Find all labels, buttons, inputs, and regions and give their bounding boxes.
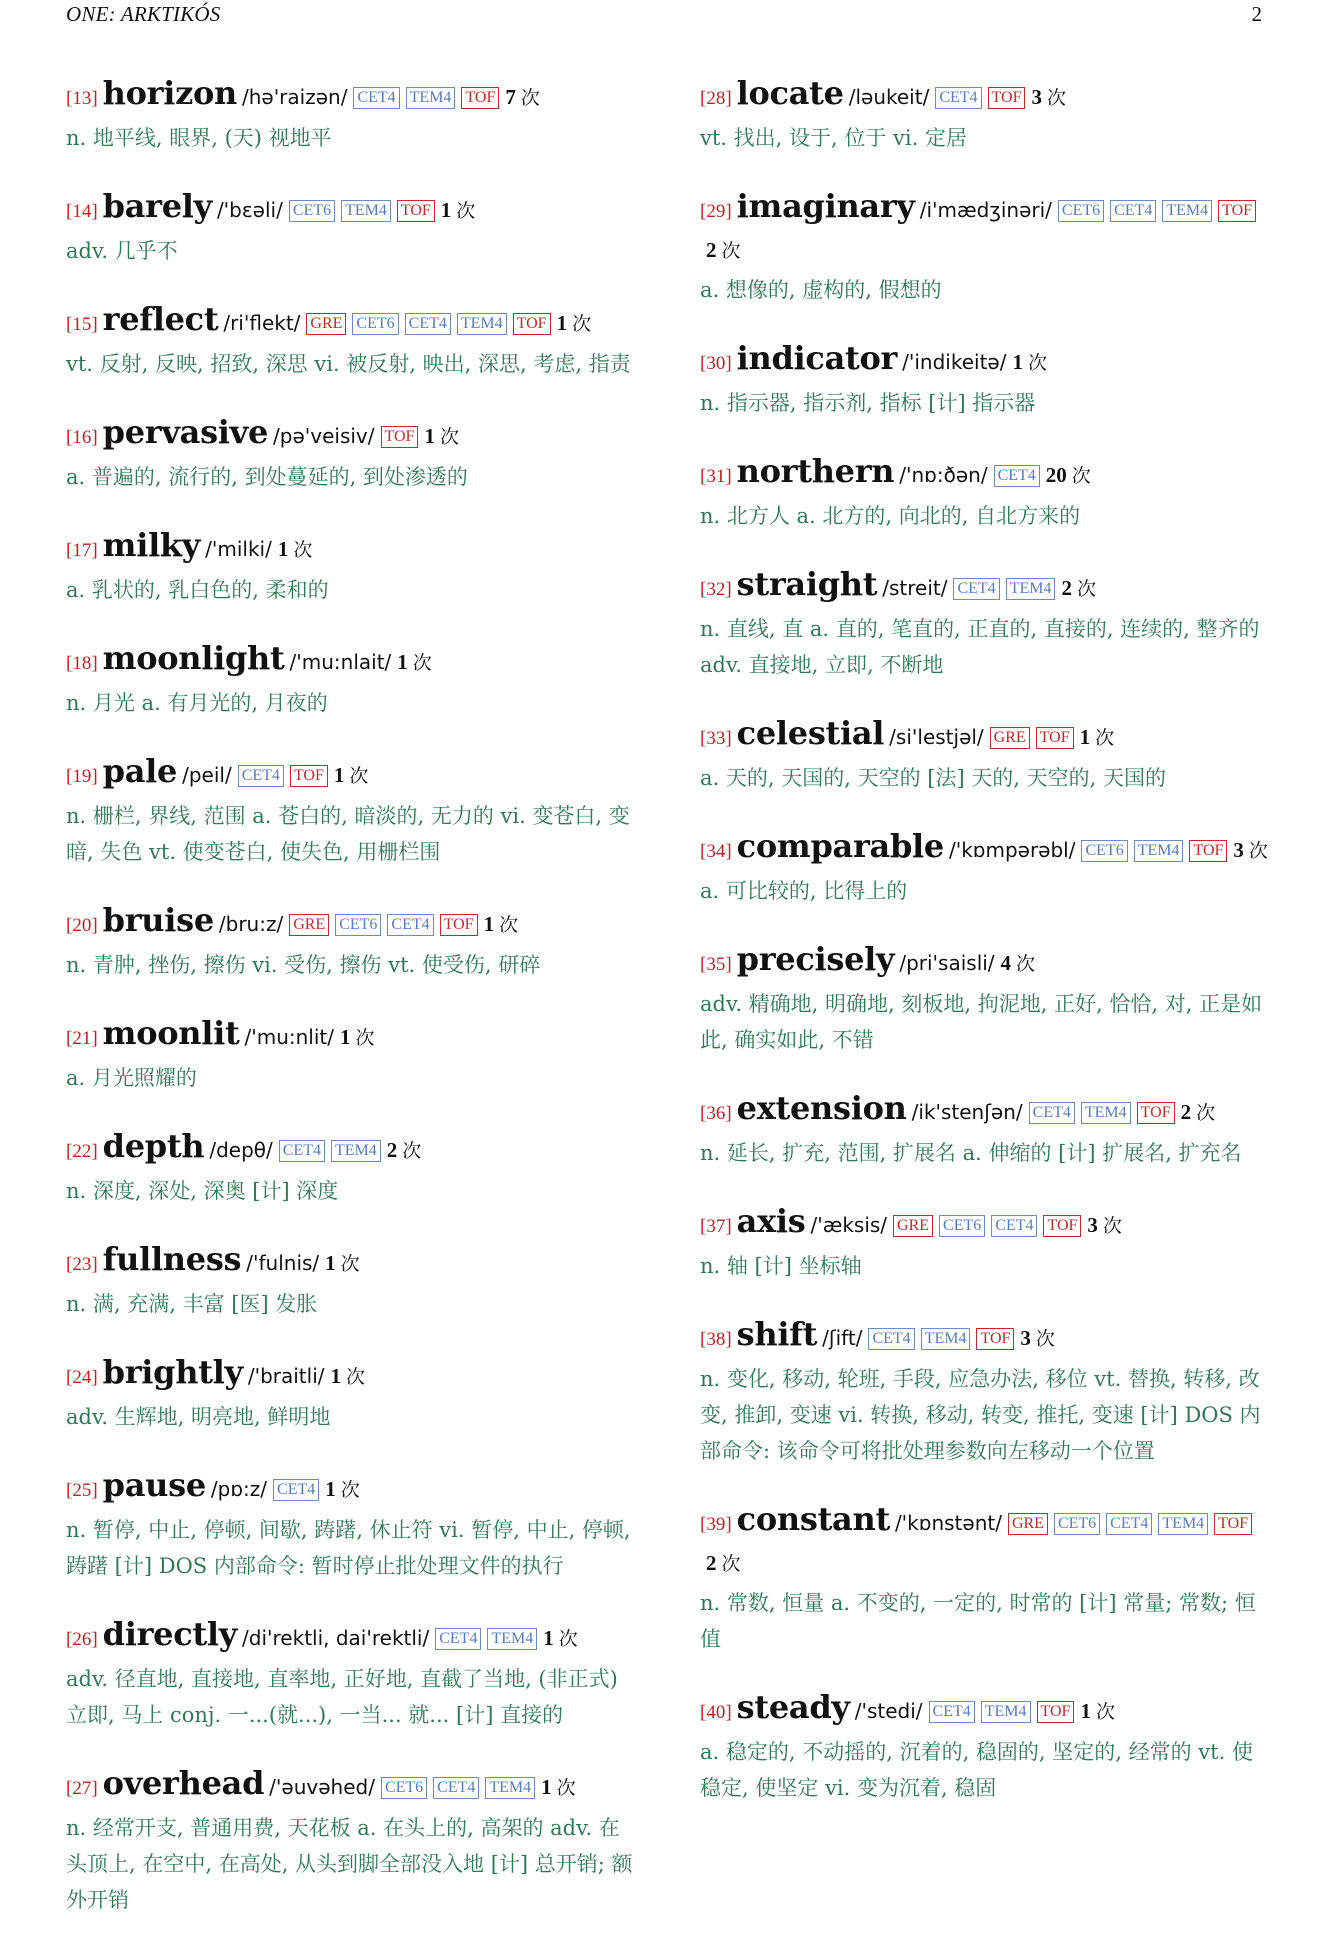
entry-phonetic: /depθ/: [209, 1138, 273, 1162]
entry-word: pervasive: [102, 413, 269, 451]
occurrence-count: 1: [1080, 1699, 1091, 1723]
entry-phonetic: /'kɒnstənt/: [894, 1511, 1002, 1535]
entry-headline: [66, 1127, 638, 1171]
entry-headline: [66, 752, 638, 796]
vocab-entry: [66, 639, 638, 721]
entry-phonetic: /ik'stenʃən/: [911, 1100, 1023, 1124]
entry-definition: n. 常数, 恒量 a. 不变的, 一定的, 时常的 [计] 常量; 常数; 恒值: [700, 1591, 1256, 1651]
exam-tag: GRE: [306, 313, 346, 335]
entry-index: [31]: [700, 466, 732, 487]
occurrence-count: 1: [483, 912, 495, 936]
entry-headline: [66, 413, 638, 457]
entry-headline: [66, 1240, 638, 1284]
exam-tag: TEM4: [1162, 200, 1212, 222]
entry-headline: [700, 1315, 1268, 1359]
count-unit: 次: [1095, 1701, 1115, 1723]
exam-tag: TEM4: [921, 1328, 971, 1350]
entry-word: bruise: [102, 901, 214, 939]
entry-definition: adv. 径直地, 直接地, 直率地, 正好地, 直截了当地, (非正式) 立即, 马上 conj. 一...(就...), 一当... 就... [计] 直接的: [66, 1667, 618, 1727]
entry-word: steady: [736, 1688, 850, 1726]
exam-tag: TOF: [1036, 727, 1074, 749]
exam-tag: TOF: [1137, 1102, 1175, 1124]
vocab-entry: [66, 1014, 638, 1096]
entry-index: [32]: [700, 579, 732, 600]
entry-headline: [700, 452, 1268, 496]
vocab-entry: [66, 901, 638, 983]
occurrence-count: 1: [1012, 350, 1023, 374]
entry-headline: [700, 1089, 1268, 1133]
entry-phonetic: /'əuvəhed/: [269, 1775, 375, 1799]
entry-word: fullness: [102, 1240, 242, 1278]
exam-tag: TEM4: [981, 1701, 1031, 1723]
exam-tag: TEM4: [1158, 1513, 1208, 1535]
exam-tag: CET6: [381, 1777, 427, 1799]
entry-headline: [700, 187, 1268, 270]
entry-phonetic: /'braitli/: [247, 1364, 325, 1388]
count-unit: 次: [349, 765, 369, 787]
entry-word: constant: [736, 1500, 890, 1538]
exam-tag: CET4: [435, 1628, 481, 1650]
exam-tag: GRE: [893, 1215, 933, 1237]
entry-headline: [66, 187, 638, 231]
vocab-entry: [66, 74, 638, 156]
entry-index: [35]: [700, 954, 732, 975]
entry-word: milky: [102, 526, 201, 564]
entry-phonetic: /'indikeitə/: [902, 350, 1007, 374]
entry-headline: [700, 1500, 1268, 1583]
entry-index: [25]: [66, 1480, 98, 1501]
count-unit: 次: [558, 1628, 578, 1650]
entry-headline: [700, 827, 1268, 871]
entry-index: [36]: [700, 1103, 732, 1124]
entry-word: brightly: [102, 1353, 243, 1391]
vocab-entry: [700, 74, 1268, 156]
vocab-entry: [66, 1615, 638, 1733]
entry-index: [29]: [700, 201, 732, 222]
occurrence-count: 20: [1045, 463, 1067, 487]
exam-tag: TOF: [381, 426, 419, 448]
exam-tag: TEM4: [331, 1140, 381, 1162]
entry-index: [21]: [66, 1028, 98, 1049]
entry-headline: [66, 1615, 638, 1659]
entry-definition: adv. 几乎不: [66, 239, 178, 263]
entry-word: locate: [736, 74, 844, 112]
count-unit: 次: [1016, 953, 1036, 975]
entry-headline: [700, 339, 1268, 383]
entry-definition: n. 栅栏, 界线, 范围 a. 苍白的, 暗淡的, 无力的 vi. 变苍白, 变暗, 失色 vt. 使变苍白, 使失色, 用栅栏围: [66, 804, 630, 864]
occurrence-count: 3: [1031, 85, 1042, 109]
entry-phonetic: /si'lestjəl/: [889, 725, 984, 749]
occurrence-count: 1: [277, 537, 289, 561]
left-column: [66, 74, 638, 1949]
count-unit: 次: [1196, 1102, 1216, 1124]
exam-tag: CET4: [991, 1215, 1037, 1237]
entry-definition: n. 指示器, 指示剂, 指标 [计] 指示器: [700, 391, 1036, 415]
exam-tag: TOF: [988, 87, 1026, 109]
vocab-entry: [700, 1089, 1268, 1171]
entry-word: axis: [736, 1202, 806, 1240]
vocab-entry: [700, 714, 1268, 796]
count-unit: 次: [556, 1777, 576, 1799]
vocab-entry: [700, 339, 1268, 421]
exam-tag: CET4: [1110, 200, 1156, 222]
vocab-entry: [66, 413, 638, 495]
vocab-entry: [700, 1688, 1268, 1806]
exam-tag: CET4: [1029, 1102, 1075, 1124]
entry-phonetic: /'nɒ:ðən/: [899, 463, 988, 487]
entry-word: imaginary: [736, 187, 915, 225]
entry-definition: a. 想像的, 虚构的, 假想的: [700, 278, 942, 302]
count-unit: 次: [1102, 1215, 1122, 1237]
entry-definition: n. 延长, 扩充, 范围, 扩展名 a. 伸缩的 [计] 扩展名, 扩充名: [700, 1141, 1242, 1165]
entry-definition: vt. 找出, 设于, 位于 vi. 定居: [700, 126, 967, 150]
entry-word: pause: [102, 1466, 206, 1504]
exam-tag: CET4: [405, 313, 451, 335]
vocabulary-columns: [66, 74, 1268, 1949]
entry-word: shift: [736, 1315, 818, 1353]
entry-index: [24]: [66, 1367, 98, 1388]
vocab-entry: [700, 1315, 1268, 1469]
entry-phonetic: /'bɛəli/: [216, 198, 283, 222]
entry-definition: a. 天的, 天国的, 天空的 [法] 天的, 天空的, 天国的: [700, 766, 1167, 790]
occurrence-count: 1: [325, 1477, 336, 1501]
vocab-entry: [66, 1764, 638, 1918]
exam-tag: TEM4: [406, 87, 456, 109]
exam-tag: CET4: [353, 87, 399, 109]
count-unit: 次: [572, 313, 592, 335]
count-unit: 次: [412, 652, 432, 674]
occurrence-count: 2: [1061, 576, 1072, 600]
vocab-entry: [66, 1240, 638, 1322]
entry-headline: [700, 1688, 1268, 1732]
entry-word: comparable: [736, 827, 944, 865]
count-unit: 次: [1046, 87, 1066, 109]
exam-tag: CET4: [238, 765, 284, 787]
vocab-entry: [700, 940, 1268, 1058]
entry-phonetic: /ʃift/: [822, 1326, 863, 1350]
exam-tag: CET4: [935, 87, 981, 109]
vocab-entry: [700, 1202, 1268, 1284]
count-unit: 次: [499, 914, 519, 936]
entry-headline: [700, 74, 1268, 118]
occurrence-count: 1: [556, 311, 568, 335]
entry-phonetic: /'æksis/: [810, 1213, 888, 1237]
entry-index: [40]: [700, 1702, 732, 1723]
vocab-entry: [700, 1500, 1268, 1657]
exam-tag: TOF: [397, 200, 435, 222]
entry-index: [18]: [66, 653, 98, 674]
entry-headline: [66, 901, 638, 945]
entry-phonetic: /pə'veisiv/: [273, 424, 375, 448]
entry-word: barely: [102, 187, 212, 225]
entry-definition: n. 青肿, 挫伤, 擦伤 vi. 受伤, 擦伤 vt. 使受伤, 研碎: [66, 953, 541, 977]
count-unit: 次: [1027, 352, 1047, 374]
count-unit: 次: [293, 539, 313, 561]
exam-tag: TOF: [513, 313, 551, 335]
entry-index: [30]: [700, 353, 732, 374]
entry-headline: [66, 526, 638, 570]
entry-definition: a. 普遍的, 流行的, 到处蔓延的, 到处渗透的: [66, 465, 468, 489]
occurrence-count: 1: [339, 1025, 351, 1049]
occurrence-count: 1: [397, 650, 408, 674]
entry-definition: n. 轴 [计] 坐标轴: [700, 1254, 862, 1278]
occurrence-count: 7: [505, 85, 516, 109]
count-unit: 次: [721, 1553, 741, 1575]
entry-headline: [700, 714, 1268, 758]
entry-index: [15]: [66, 314, 98, 335]
exam-tag: CET6: [1054, 1513, 1100, 1535]
occurrence-count: 1: [424, 424, 435, 448]
exam-tag: TOF: [461, 87, 499, 109]
entry-phonetic: /bru:z/: [218, 912, 284, 936]
entry-definition: n. 直线, 直 a. 直的, 笔直的, 正直的, 直接的, 连续的, 整齐的 adv. 直接地, 立即, 不断地: [700, 617, 1260, 677]
vocab-entry: [66, 187, 638, 269]
entry-definition: n. 北方人 a. 北方的, 向北的, 自北方来的: [700, 504, 1081, 528]
vocab-entry: [66, 300, 638, 382]
entry-word: moonlight: [102, 639, 285, 677]
entry-headline: [66, 1353, 638, 1397]
entry-word: indicator: [736, 339, 898, 377]
vocab-entry: [700, 565, 1268, 683]
occurrence-count: 1: [541, 1775, 552, 1799]
entry-index: [27]: [66, 1778, 98, 1799]
entry-phonetic: /peil/: [182, 763, 232, 787]
entry-headline: [66, 639, 638, 683]
vocab-entry: [66, 1466, 638, 1584]
exam-tag: CET6: [939, 1215, 985, 1237]
entry-index: [14]: [66, 201, 98, 222]
entry-index: [16]: [66, 427, 98, 448]
exam-tag: TOF: [1043, 1215, 1081, 1237]
right-column: [700, 74, 1268, 1949]
vocab-entry: [700, 827, 1268, 909]
occurrence-count: 1: [325, 1251, 336, 1275]
entry-headline: [66, 300, 638, 344]
count-unit: 次: [340, 1253, 360, 1275]
exam-tag: GRE: [1008, 1513, 1048, 1535]
occurrence-count: 3: [1020, 1326, 1031, 1350]
occurrence-count: 2: [1180, 1100, 1192, 1124]
entry-word: depth: [102, 1127, 205, 1165]
exam-tag: CET6: [1058, 200, 1104, 222]
count-unit: 次: [1071, 465, 1091, 487]
exam-tag: TOF: [1189, 840, 1227, 862]
entry-phonetic: /ləukeit/: [848, 85, 930, 109]
count-unit: 次: [402, 1140, 422, 1162]
exam-tag: CET6: [335, 914, 381, 936]
count-unit: 次: [456, 200, 476, 222]
entry-index: [33]: [700, 728, 732, 749]
entry-phonetic: /pri'saisli/: [899, 951, 995, 975]
exam-tag: CET6: [289, 200, 335, 222]
entry-headline: [700, 565, 1268, 609]
entry-phonetic: /'mu:nlit/: [244, 1025, 334, 1049]
entry-definition: adv. 精确地, 明确地, 刻板地, 拘泥地, 正好, 恰恰, 对, 正是如此, 确实如此, 不错: [700, 992, 1263, 1052]
entry-phonetic: /'stedi/: [854, 1699, 923, 1723]
exam-tag: CET4: [868, 1328, 914, 1350]
entry-definition: n. 变化, 移动, 轮班, 手段, 应急办法, 移位 vt. 替换, 转移, 改变, 推卸, 变速 vi. 转换, 移动, 转变, 推托, 变速 [计] DOS 内部命令: 该命令可将批处理参数向左移动一个位置: [700, 1367, 1261, 1463]
count-unit: 次: [355, 1027, 375, 1049]
vocab-entry: [66, 526, 638, 608]
occurrence-count: 1: [1079, 725, 1091, 749]
entry-headline: [700, 1202, 1268, 1246]
exam-tag: TOF: [1214, 1513, 1252, 1535]
vocab-entry: [66, 752, 638, 870]
entry-phonetic: /ri'flekt/: [223, 311, 301, 335]
entry-word: extension: [736, 1089, 907, 1127]
exam-tag: GRE: [289, 914, 329, 936]
exam-tag: CET4: [279, 1140, 325, 1162]
entry-headline: [66, 74, 638, 118]
occurrence-count: 3: [1087, 1213, 1098, 1237]
entry-headline: [66, 1014, 638, 1058]
page-title: ONE: ARKTIKÓS: [66, 1, 221, 26]
entry-definition: n. 经常开支, 普通用费, 天花板 a. 在头上的, 高架的 adv. 在头顶上, 在空中, 在高处, 从头到脚全部没入地 [计] 总开销; 额外开销: [66, 1816, 633, 1912]
exam-tag: TEM4: [485, 1777, 535, 1799]
entry-index: [19]: [66, 766, 98, 787]
entry-index: [37]: [700, 1216, 732, 1237]
exam-tag: TEM4: [1006, 578, 1056, 600]
exam-tag: TOF: [1037, 1701, 1075, 1723]
exam-tag: CET4: [953, 578, 999, 600]
entry-index: [28]: [700, 88, 732, 109]
exam-tag: TOF: [976, 1328, 1014, 1350]
entry-word: overhead: [102, 1764, 265, 1802]
entry-definition: n. 暂停, 中止, 停顿, 间歇, 踌躇, 休止符 vi. 暂停, 中止, 停顿, 踌躇 [计] DOS 内部命令: 暂时停止批处理文件的执行: [66, 1518, 631, 1578]
occurrence-count: 2: [706, 238, 717, 262]
count-unit: 次: [1095, 727, 1115, 749]
entry-phonetic: /'milki/: [205, 537, 272, 561]
exam-tag: TEM4: [457, 313, 507, 335]
page-number: 2: [1251, 1, 1262, 26]
entry-index: [34]: [700, 841, 732, 862]
count-unit: 次: [1035, 1328, 1055, 1350]
entry-word: precisely: [736, 940, 895, 978]
entry-phonetic: /pɒ:z/: [210, 1477, 268, 1501]
entry-definition: n. 地平线, 眼界, (天) 视地平: [66, 126, 332, 150]
entry-definition: a. 月光照耀的: [66, 1066, 197, 1090]
vocab-entry: [66, 1127, 638, 1209]
entry-definition: vt. 反射, 反映, 招致, 深思 vi. 被反射, 映出, 深思, 考虑, 指责: [66, 352, 631, 376]
count-unit: 次: [1076, 578, 1096, 600]
exam-tag: CET4: [994, 465, 1040, 487]
entry-index: [26]: [66, 1629, 98, 1650]
entry-index: [23]: [66, 1254, 98, 1275]
entry-word: directly: [102, 1615, 238, 1653]
entry-index: [17]: [66, 540, 98, 561]
vocab-entry: [700, 452, 1268, 534]
exam-tag: CET4: [929, 1701, 975, 1723]
exam-tag: CET4: [273, 1479, 319, 1501]
entry-word: celestial: [736, 714, 885, 752]
count-unit: 次: [439, 426, 459, 448]
vocab-entry: [700, 187, 1268, 308]
entry-index: [20]: [66, 915, 98, 936]
entry-word: northern: [736, 452, 895, 490]
entry-index: [22]: [66, 1141, 98, 1162]
occurrence-count: 1: [333, 763, 345, 787]
entry-word: straight: [736, 565, 878, 603]
entry-definition: adv. 生辉地, 明亮地, 鲜明地: [66, 1405, 331, 1429]
entry-definition: a. 乳状的, 乳白色的, 柔和的: [66, 578, 329, 602]
entry-phonetic: /hə'raizən/: [241, 85, 348, 109]
entry-word: horizon: [102, 74, 237, 112]
entry-definition: n. 月光 a. 有月光的, 月夜的: [66, 691, 328, 715]
entry-index: [13]: [66, 88, 98, 109]
occurrence-count: 2: [386, 1138, 398, 1162]
occurrence-count: 1: [543, 1626, 554, 1650]
vocab-entry: [66, 1353, 638, 1435]
entry-definition: n. 满, 充满, 丰富 [医] 发胀: [66, 1292, 318, 1316]
page-header: [66, 0, 1262, 28]
count-unit: 次: [340, 1479, 360, 1501]
count-unit: 次: [346, 1366, 366, 1388]
entry-headline: [66, 1466, 638, 1510]
entry-definition: a. 可比较的, 比得上的: [700, 879, 908, 903]
entry-word: moonlit: [102, 1014, 240, 1052]
occurrence-count: 2: [706, 1551, 717, 1575]
entry-definition: n. 深度, 深处, 深奥 [计] 深度: [66, 1179, 339, 1203]
entry-index: [38]: [700, 1329, 732, 1350]
count-unit: 次: [520, 87, 540, 109]
entry-phonetic: /'fulnis/: [246, 1251, 320, 1275]
exam-tag: TOF: [290, 765, 328, 787]
exam-tag: TEM4: [487, 1628, 537, 1650]
occurrence-count: 3: [1233, 838, 1244, 862]
exam-tag: CET4: [1106, 1513, 1152, 1535]
count-unit: 次: [721, 240, 741, 262]
entry-phonetic: /'mu:nlait/: [289, 650, 392, 674]
occurrence-count: 4: [1000, 951, 1012, 975]
entry-phonetic: /streit/: [882, 576, 948, 600]
exam-tag: TEM4: [341, 200, 391, 222]
exam-tag: TEM4: [1134, 840, 1184, 862]
entry-headline: [700, 940, 1268, 984]
entry-phonetic: /i'mædʒinəri/: [919, 198, 1052, 222]
occurrence-count: 1: [440, 198, 452, 222]
exam-tag: TEM4: [1081, 1102, 1131, 1124]
exam-tag: CET4: [387, 914, 433, 936]
exam-tag: TOF: [1218, 200, 1256, 222]
entry-phonetic: /di'rektli, dai'rektli/: [242, 1626, 430, 1650]
count-unit: 次: [1248, 840, 1268, 862]
entry-headline: [66, 1764, 638, 1808]
occurrence-count: 1: [330, 1364, 341, 1388]
entry-definition: a. 稳定的, 不动摇的, 沉着的, 稳固的, 坚定的, 经常的 vt. 使稳定, 使坚定 vi. 变为沉着, 稳固: [700, 1740, 1253, 1800]
entry-word: pale: [102, 752, 178, 790]
exam-tag: GRE: [990, 727, 1030, 749]
exam-tag: CET6: [1081, 840, 1127, 862]
entry-word: reflect: [102, 300, 219, 338]
exam-tag: CET4: [433, 1777, 479, 1799]
exam-tag: CET6: [352, 313, 398, 335]
entry-phonetic: /'kɒmpərəbl/: [948, 838, 1076, 862]
entry-index: [39]: [700, 1514, 732, 1535]
exam-tag: TOF: [440, 914, 478, 936]
